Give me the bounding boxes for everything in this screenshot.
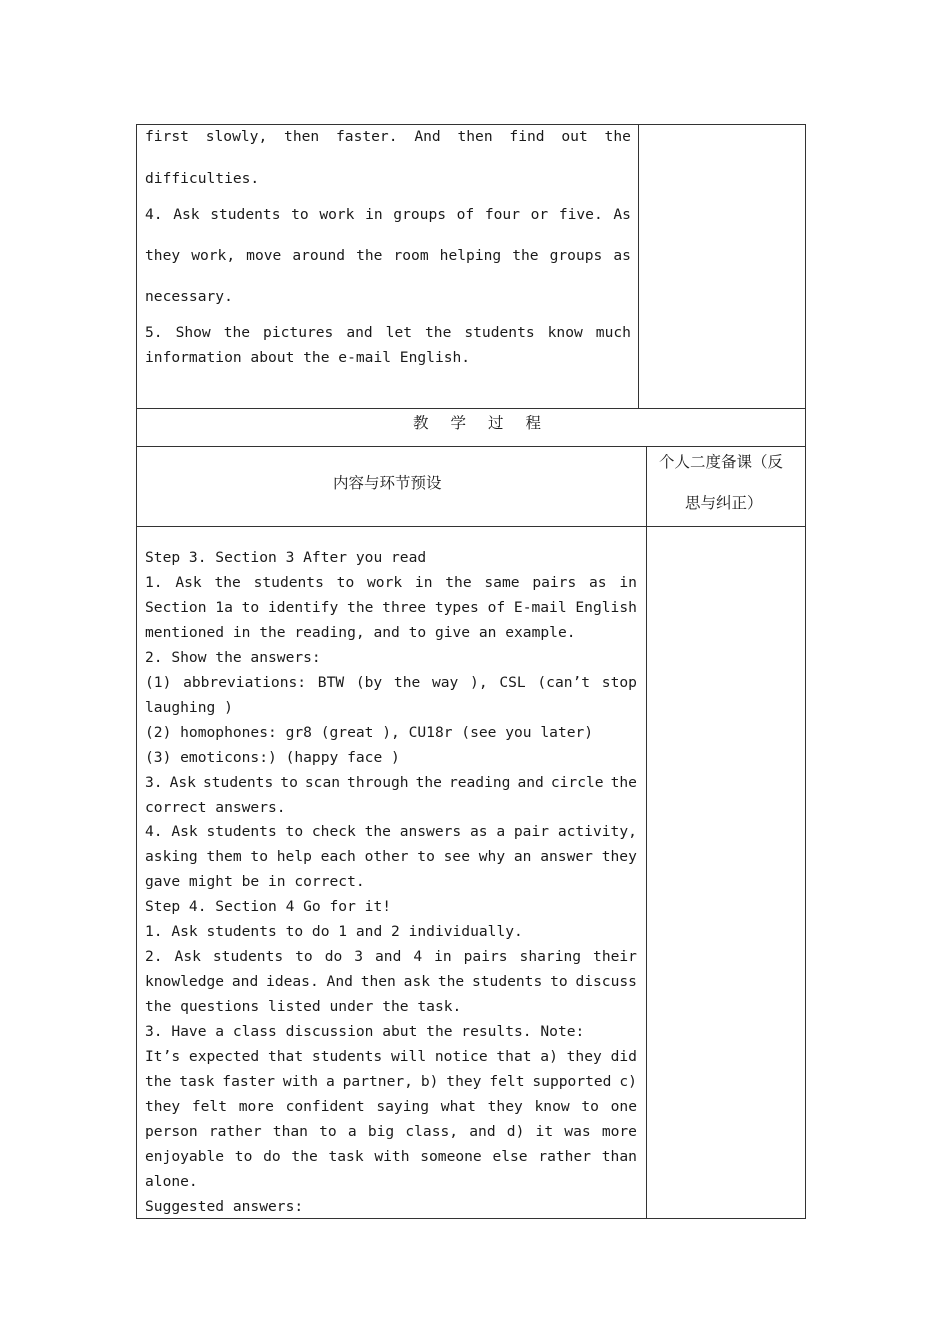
word: activity, bbox=[557, 823, 637, 841]
word: other bbox=[364, 848, 409, 866]
word: then bbox=[360, 973, 396, 991]
word: as bbox=[589, 573, 607, 591]
word: to bbox=[295, 948, 313, 966]
word: the bbox=[512, 247, 539, 264]
bottom-cell-line: gave might be in correct. bbox=[145, 873, 365, 891]
column-header-right-line2: 思与纠正） bbox=[685, 494, 763, 512]
word: first bbox=[145, 128, 189, 145]
bottom-cell-line: laughing ) bbox=[145, 698, 233, 716]
word: It’s bbox=[145, 1048, 181, 1065]
word: asking bbox=[145, 848, 198, 866]
word: stop bbox=[601, 673, 637, 691]
bottom-cell-line bbox=[145, 1048, 637, 1065]
bottom-cell-line: Suggested answers: bbox=[145, 1197, 304, 1215]
word: notice bbox=[434, 1048, 488, 1065]
bottom-cell-line bbox=[145, 823, 637, 840]
word: of bbox=[487, 598, 506, 616]
word: a bbox=[325, 1072, 335, 1090]
word: Ask bbox=[171, 823, 198, 841]
word: out bbox=[561, 128, 588, 145]
word: same bbox=[484, 573, 520, 591]
word: what bbox=[440, 1097, 476, 1115]
word: students bbox=[210, 206, 281, 223]
word: scan bbox=[304, 773, 341, 791]
word: them bbox=[206, 848, 242, 866]
word: with bbox=[282, 1072, 319, 1090]
bottom-table-divider bbox=[646, 526, 647, 1219]
word: the bbox=[347, 598, 374, 616]
word: students bbox=[212, 948, 284, 966]
word: the bbox=[445, 573, 472, 591]
word: to bbox=[291, 206, 309, 223]
word: d) bbox=[506, 1122, 525, 1140]
bottom-cell-line bbox=[145, 1073, 637, 1090]
word: work, bbox=[191, 247, 236, 264]
word: the bbox=[604, 128, 631, 145]
bottom-cell-line: 2. Show the answers: bbox=[145, 648, 321, 666]
word: task bbox=[179, 1072, 215, 1090]
word: they bbox=[446, 1072, 482, 1090]
word: each bbox=[320, 848, 356, 866]
word: do bbox=[263, 1147, 281, 1165]
word: the bbox=[415, 773, 442, 791]
word: they bbox=[566, 1048, 602, 1065]
bottom-cell-line bbox=[145, 1123, 637, 1140]
word: do bbox=[324, 948, 343, 966]
word: students bbox=[464, 324, 535, 341]
word: let bbox=[385, 324, 413, 341]
word: the bbox=[356, 247, 383, 264]
bottom-cell-line: 3. Have a class discussion abut the results. Note: bbox=[145, 1023, 585, 1041]
word: around bbox=[292, 247, 346, 264]
word: the bbox=[425, 324, 452, 341]
word: Ask bbox=[174, 948, 201, 966]
top-cell-line bbox=[145, 247, 631, 264]
word: felt bbox=[489, 1072, 525, 1090]
word: abbreviations: bbox=[183, 673, 307, 691]
word: way bbox=[431, 673, 459, 691]
word: did bbox=[610, 1048, 637, 1065]
word: students bbox=[206, 823, 277, 841]
word: work bbox=[319, 206, 355, 223]
word: and bbox=[469, 1122, 496, 1140]
word: in bbox=[619, 573, 637, 591]
word: than bbox=[272, 1122, 308, 1140]
word: the bbox=[364, 823, 391, 841]
word: discuss bbox=[575, 973, 637, 991]
word: 5. bbox=[145, 324, 163, 341]
word: rather bbox=[538, 1147, 592, 1165]
word: 1a bbox=[215, 598, 233, 616]
bottom-cell-line: Step 3. Section 3 After you read bbox=[145, 549, 427, 566]
bottom-cell-line bbox=[145, 774, 637, 791]
word: helping bbox=[439, 247, 502, 264]
word: the bbox=[291, 1147, 318, 1165]
word: students bbox=[311, 1048, 383, 1065]
word: work bbox=[367, 573, 403, 591]
word: why bbox=[478, 848, 506, 866]
bottom-cell-line bbox=[145, 574, 637, 591]
word: move bbox=[246, 247, 282, 264]
word: 3 bbox=[354, 948, 364, 966]
word: through bbox=[347, 773, 409, 791]
word: ask bbox=[403, 973, 431, 991]
bottom-cell-line: alone. bbox=[145, 1172, 198, 1190]
word: with bbox=[374, 1147, 410, 1165]
word: to bbox=[417, 848, 435, 866]
word: was bbox=[564, 1122, 591, 1140]
bottom-cell-line bbox=[145, 948, 637, 965]
word: 4. bbox=[145, 206, 163, 223]
word: reading bbox=[448, 773, 511, 791]
bottom-cell-line bbox=[145, 674, 637, 691]
word: Ask bbox=[173, 206, 200, 223]
word: to bbox=[336, 573, 355, 591]
top-cell-line bbox=[145, 206, 631, 223]
word: room bbox=[393, 247, 429, 264]
bottom-cell-line bbox=[145, 599, 637, 616]
word: that bbox=[496, 1048, 532, 1065]
word: will bbox=[390, 1048, 427, 1065]
word: see bbox=[443, 848, 470, 866]
word: of bbox=[456, 206, 475, 223]
word: or bbox=[530, 206, 549, 223]
word: a bbox=[496, 823, 506, 841]
word: someone bbox=[420, 1147, 482, 1165]
word: And bbox=[326, 973, 353, 991]
word: to bbox=[241, 598, 260, 616]
word: the bbox=[437, 973, 465, 991]
word: more bbox=[601, 1122, 637, 1140]
word: partner, bbox=[342, 1072, 413, 1090]
bottom-cell-line bbox=[145, 1148, 637, 1165]
word: 2. bbox=[145, 948, 163, 966]
word: to bbox=[234, 1147, 253, 1165]
word: faster. bbox=[336, 128, 398, 145]
word: enjoyable bbox=[145, 1147, 225, 1165]
word: pairs bbox=[532, 573, 577, 591]
word: And bbox=[414, 128, 441, 145]
word: and bbox=[231, 973, 259, 991]
word: Section bbox=[145, 598, 207, 616]
word: confident bbox=[285, 1097, 365, 1115]
word: circle bbox=[550, 773, 604, 791]
word: felt bbox=[191, 1097, 228, 1115]
word: they bbox=[145, 247, 181, 264]
word: know bbox=[547, 324, 583, 341]
word: that bbox=[267, 1048, 304, 1065]
word: groups bbox=[549, 247, 603, 264]
bottom-cell-line: correct answers. bbox=[145, 798, 286, 816]
word: then bbox=[457, 128, 493, 145]
word: a) bbox=[540, 1048, 558, 1065]
word: they bbox=[601, 848, 637, 866]
word: in bbox=[434, 948, 452, 966]
bottom-cell-line: Step 4. Section 4 Go for it! bbox=[145, 898, 392, 916]
bottom-cell-line bbox=[145, 973, 637, 990]
word: 4. bbox=[145, 823, 163, 841]
word: pairs bbox=[463, 948, 508, 966]
word: as bbox=[469, 823, 488, 841]
word: more bbox=[238, 1097, 274, 1115]
word: Show bbox=[175, 324, 211, 341]
word: check bbox=[311, 823, 356, 841]
word: expected bbox=[188, 1048, 260, 1065]
word: sharing bbox=[519, 948, 582, 966]
bottom-cell-line bbox=[145, 848, 637, 865]
top-cell-line: necessary. bbox=[145, 288, 233, 305]
word: the bbox=[214, 573, 241, 591]
word: find bbox=[509, 128, 545, 145]
word: they bbox=[145, 1097, 181, 1115]
word: to bbox=[280, 773, 298, 791]
word: identify bbox=[267, 598, 339, 616]
word: rather bbox=[208, 1122, 262, 1140]
word: and bbox=[517, 773, 544, 791]
word: than bbox=[601, 1147, 637, 1165]
word: three bbox=[382, 598, 427, 616]
word: supported bbox=[532, 1072, 612, 1090]
top-cell-line: information about the e-mail English. bbox=[145, 349, 471, 366]
word: saying bbox=[376, 1097, 430, 1115]
word: class, bbox=[405, 1122, 459, 1140]
word: (1) bbox=[145, 673, 172, 691]
bottom-cell-line: (2) homophones: gr8 (great ), CU18r (see you later) bbox=[145, 723, 594, 741]
word: it bbox=[535, 1122, 554, 1140]
bottom-cell-line: 1. Ask students to do 1 and 2 individually. bbox=[145, 923, 523, 941]
bottom-cell-line: (3) emoticons:) (happy face ) bbox=[145, 748, 400, 766]
word: knowledge bbox=[145, 973, 225, 991]
word: and bbox=[346, 324, 373, 341]
column-header-divider bbox=[646, 446, 647, 527]
word: students bbox=[253, 573, 324, 591]
word: b) bbox=[420, 1072, 439, 1090]
bottom-cell-line: the questions listed under the task. bbox=[145, 998, 462, 1016]
column-header-left: 内容与环节预设 bbox=[333, 474, 442, 492]
word: the bbox=[393, 673, 421, 691]
word: then bbox=[284, 128, 320, 145]
bottom-cell-line: mentioned in the reading, and to give an example. bbox=[145, 623, 576, 641]
word: a bbox=[347, 1122, 357, 1140]
word: know bbox=[534, 1097, 570, 1115]
word: person bbox=[145, 1122, 198, 1140]
word: pair bbox=[513, 823, 550, 841]
bottom-cell-line bbox=[145, 1098, 637, 1115]
word: c) bbox=[619, 1072, 637, 1090]
word: to bbox=[285, 823, 304, 841]
word: groups bbox=[393, 206, 447, 223]
word: Ask bbox=[175, 573, 202, 591]
word: ), bbox=[470, 673, 488, 691]
word: students bbox=[202, 773, 274, 791]
word: to bbox=[319, 1122, 337, 1140]
word: students bbox=[471, 973, 543, 991]
word: task bbox=[328, 1147, 364, 1165]
word: (by bbox=[355, 673, 383, 691]
word: answers bbox=[399, 823, 462, 841]
top-cell-line bbox=[145, 324, 631, 341]
word: BTW bbox=[317, 673, 345, 691]
word: E-mail bbox=[513, 598, 567, 616]
word: else bbox=[492, 1147, 528, 1165]
word: much bbox=[595, 324, 631, 341]
word: Ask bbox=[169, 773, 196, 791]
word: to bbox=[250, 848, 268, 866]
word: the bbox=[223, 324, 251, 341]
word: CSL bbox=[499, 673, 526, 691]
word: big bbox=[367, 1122, 395, 1140]
word: in bbox=[365, 206, 383, 223]
word: to bbox=[581, 1097, 599, 1115]
word: 4 bbox=[413, 948, 423, 966]
word: answer bbox=[540, 848, 593, 866]
word: one bbox=[610, 1097, 637, 1115]
top-cell-line: difficulties. bbox=[145, 170, 260, 187]
word: (can’t bbox=[537, 673, 591, 691]
top-table bbox=[136, 124, 806, 409]
word: four bbox=[484, 206, 520, 223]
word: their bbox=[593, 948, 637, 966]
word: help bbox=[276, 848, 312, 866]
word: English bbox=[575, 598, 637, 616]
word: the bbox=[610, 773, 637, 791]
word: 1. bbox=[145, 573, 163, 591]
word: pictures bbox=[263, 324, 334, 341]
word: in bbox=[414, 573, 433, 591]
word: ideas. bbox=[266, 973, 319, 991]
top-table-divider bbox=[638, 124, 639, 409]
word: 3. bbox=[145, 773, 163, 791]
word: faster bbox=[222, 1072, 276, 1090]
word: to bbox=[550, 973, 568, 991]
word: the bbox=[145, 1072, 172, 1090]
word: five. bbox=[558, 206, 603, 223]
word: and bbox=[375, 948, 402, 966]
word: types bbox=[434, 598, 479, 616]
word: an bbox=[513, 848, 532, 866]
column-header-right-line1: 个人二度备课（反 bbox=[659, 453, 784, 471]
word: As bbox=[613, 206, 631, 223]
word: slowly, bbox=[205, 128, 268, 145]
section-header-title: 教学过程 bbox=[413, 414, 564, 432]
word: as bbox=[613, 247, 631, 264]
top-cell-line bbox=[145, 128, 631, 145]
word: they bbox=[487, 1097, 523, 1115]
